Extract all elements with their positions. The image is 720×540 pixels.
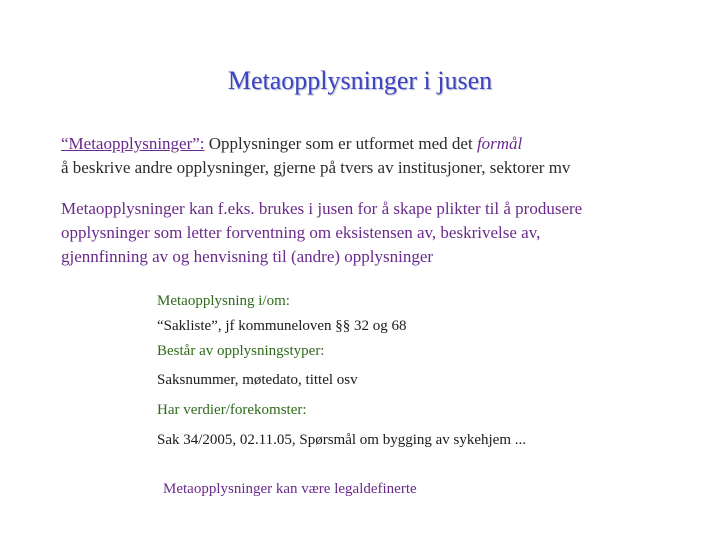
footer-note: Metaopplysninger kan være legaldefinerte — [163, 481, 417, 497]
definition-line-2: å beskrive andre opplysninger, gjerne på tvers av institusjoner, sektorer mv — [61, 158, 571, 177]
usage-line-1: Metaopplysninger kan f.eks. brukes i jusen for å skape plikter til å produsere — [61, 199, 583, 218]
definition-text: Opplysninger som er utformet med det — [208, 134, 473, 153]
example-types-label: Består av opplysningstyper: — [157, 343, 325, 359]
slide-title: Metaopplysninger i jusen — [227, 66, 493, 95]
example-values-label: Har verdier/forekomster: — [157, 402, 307, 418]
usage-line-3: gjennfinning av og henvisning til (andre) opplysninger — [61, 247, 434, 266]
definition-term: “Metaopplysninger”: — [61, 134, 205, 153]
example-types: Saksnummer, møtedato, tittel osv — [157, 372, 358, 388]
definition-block — [61, 132, 570, 180]
usage-line-2: opplysninger som letter forventning om eksistensen av, beskrivelse av, — [61, 223, 541, 242]
example-heading: Metaopplysning i/om: — [157, 293, 290, 309]
example-values: Sak 34/2005, 02.11.05, Spørsmål om bygging av sykehjem ... — [157, 432, 527, 448]
definition-line-1 — [61, 132, 570, 156]
usage-paragraph — [61, 197, 582, 269]
definition-emphasis: formål — [476, 134, 523, 153]
example-source: “Sakliste”, jf kommuneloven §§ 32 og 68 — [157, 318, 407, 334]
